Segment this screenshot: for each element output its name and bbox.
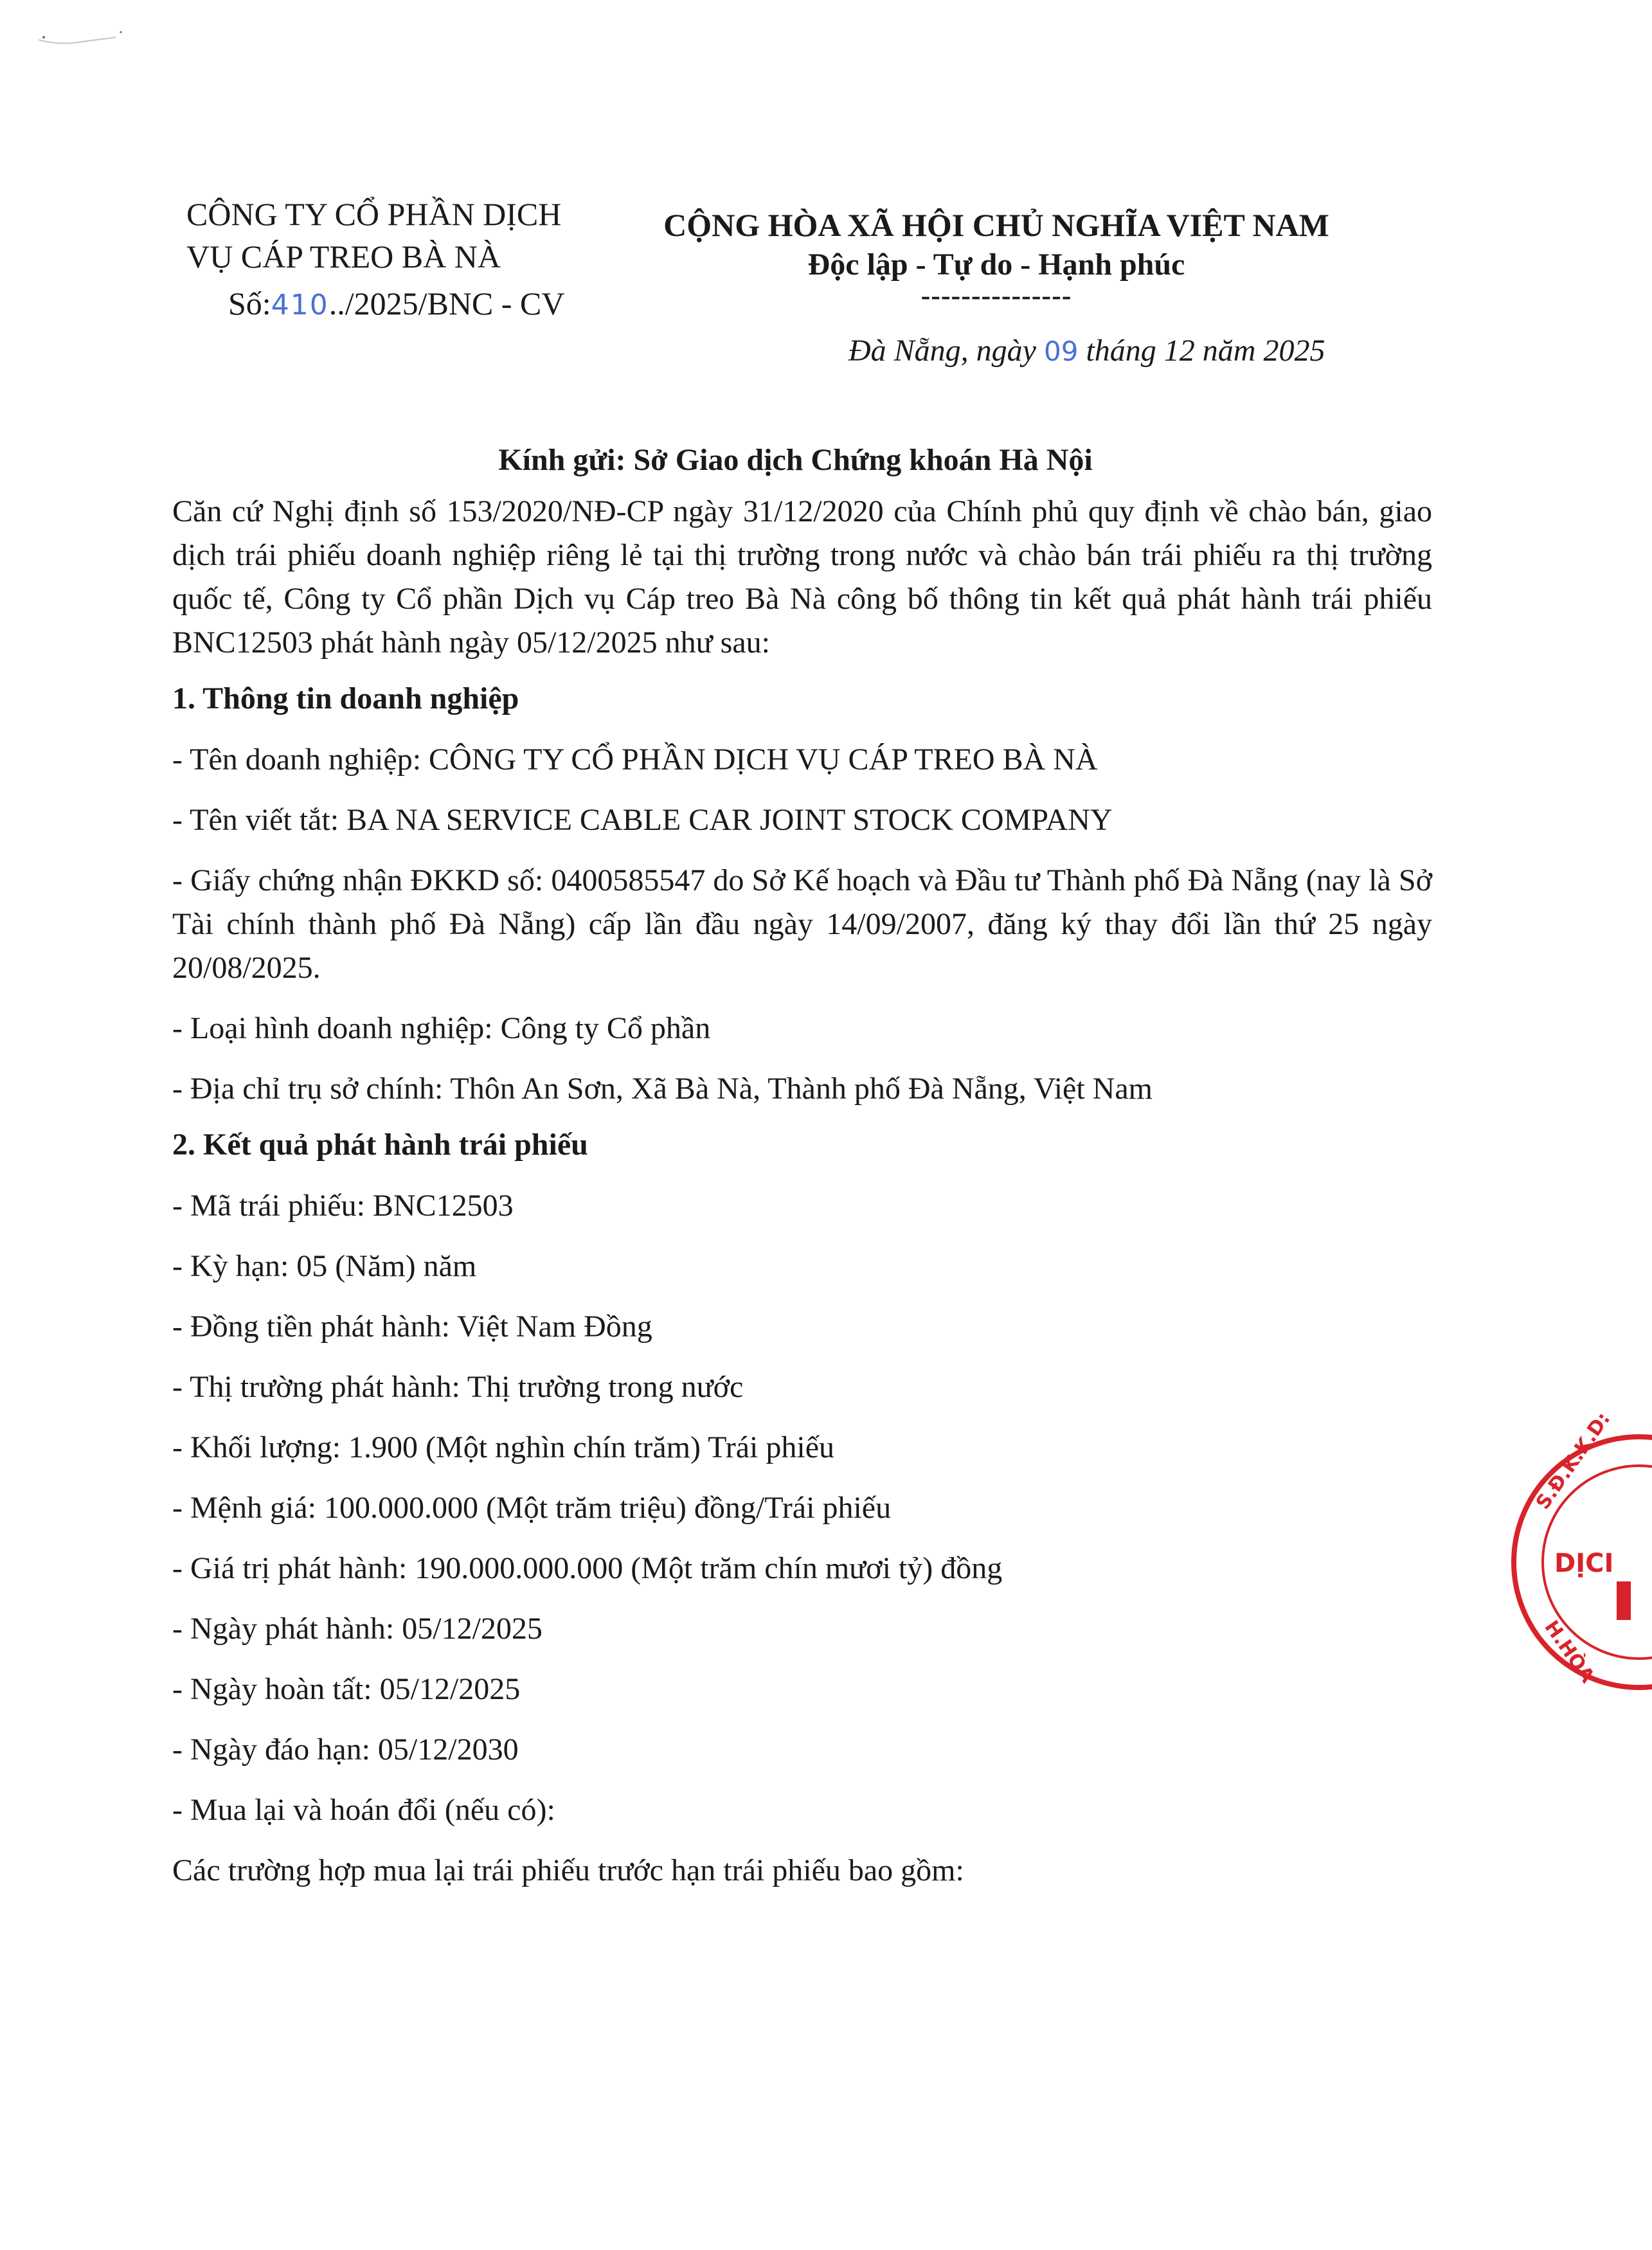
- date-suffix: tháng 12 năm 2025: [1086, 334, 1325, 368]
- completion-date: - Ngày hoàn tất: 05/12/2025: [172, 1672, 521, 1706]
- early-redemption-cases: Các trường hợp mua lại trái phiếu trước hạn trái phiếu bao gồm:: [172, 1853, 964, 1887]
- company-name: [186, 193, 598, 278]
- doc-no-suffix: ../2025/BNC - CV: [328, 285, 565, 321]
- intro-paragraph: Căn cứ Nghị định số 153/2020/NĐ-CP ngày 31/12/2020 của Chính phủ quy định về chào bán, giao dịch trái phiếu doanh nghiệp riêng lẻ tại thị trường trong nước và chào bán trái phiếu ra thị trường quốc tế, Công ty Cổ phần Dịch vụ Cáp treo Bà Nà công bố thông tin kết quả phát hành trái phiếu BNC12503 phát hành ngày 05/12/2025 như sau:: [172, 494, 1432, 660]
- business-registration: - Giấy chứng nhận ĐKKD số: 0400585547 do Sở Kế hoạch và Đầu tư Thành phố Đà Nẵng (nay là Sở Tài chính thành phố Đà Nẵng) cấp lần đầu ngày 14/09/2007, đăng ký thay đổi lần thứ 25 ngày 20/08/2025.: [172, 863, 1432, 985]
- issue-currency: - Đồng tiền phát hành: Việt Nam Đồng: [172, 1310, 652, 1344]
- recipient: Kính gửi: Sở Giao dịch Chứng khoán Hà Nội: [498, 443, 1093, 477]
- date-line: [848, 333, 1325, 368]
- company-line-2: VỤ CÁP TREO BÀ NÀ: [186, 239, 501, 274]
- par-value: - Mệnh giá: 100.000.000 (Một trăm triệu) đồng/Trái phiếu: [172, 1491, 892, 1525]
- national-header: [617, 204, 1376, 311]
- issue-value: - Giá trị phát hành: 190.000.000.000 (Một trăm chín mươi tỷ) đồng: [172, 1551, 1003, 1585]
- bond-volume: - Khối lượng: 1.900 (Một nghìn chín trăm) Trái phiếu: [172, 1430, 835, 1464]
- nation-title: CỘNG HÒA XÃ HỘI CHỦ NGHĨA VIỆT NAM: [663, 207, 1329, 243]
- company-full-name: - Tên doanh nghiệp: CÔNG TY CỔ PHẦN DỊCH VỤ CÁP TREO BÀ NÀ: [172, 742, 1098, 777]
- company-seal-stamp: [1485, 1408, 1652, 1704]
- doc-no-handwritten: 410: [271, 289, 329, 321]
- nation-motto: Độc lập - Tự do - Hạnh phúc: [807, 248, 1185, 282]
- issue-market: - Thị trường phát hành: Thị trường trong nước: [172, 1370, 744, 1404]
- scan-artifact: [32, 26, 129, 51]
- document-number: [228, 284, 564, 325]
- issue-date: - Ngày phát hành: 05/12/2025: [172, 1612, 543, 1646]
- nation-divider: ---------------: [920, 280, 1072, 311]
- maturity-date: - Ngày đáo hạn: 05/12/2030: [172, 1733, 519, 1767]
- svg-text:H.HÒA: H.HÒA: [1540, 1616, 1599, 1688]
- document-body: [172, 490, 1432, 1893]
- bond-term: - Kỳ hạn: 05 (Năm) năm: [172, 1249, 477, 1283]
- doc-no-prefix: Số:: [228, 285, 271, 321]
- svg-text:DỊCI: DỊCI: [1554, 1549, 1614, 1578]
- company-short-name: - Tên viết tắt: BA NA SERVICE CABLE CAR JOINT STOCK COMPANY: [172, 803, 1113, 837]
- date-day-handwritten: 09: [1043, 336, 1079, 367]
- date-prefix: Đà Nẵng, ngày: [848, 334, 1036, 368]
- svg-text:S.Đ.K.K.D:: S.Đ.K.K.D:: [1531, 1408, 1615, 1514]
- company-line-1: CÔNG TY CỔ PHẦN DỊCH: [186, 196, 562, 232]
- section-2-heading: 2. Kết quả phát hành trái phiếu: [172, 1128, 588, 1162]
- redemption-conversion: - Mua lại và hoán đổi (nếu có):: [172, 1793, 555, 1827]
- head-office-address: - Địa chỉ trụ sở chính: Thôn An Sơn, Xã Bà Nà, Thành phố Đà Nẵng, Việt Nam: [172, 1072, 1153, 1106]
- bond-code: - Mã trái phiếu: BNC12503: [172, 1189, 514, 1223]
- business-type: - Loại hình doanh nghiệp: Công ty Cổ phần: [172, 1011, 711, 1045]
- section-1-heading: 1. Thông tin doanh nghiệp: [172, 681, 519, 716]
